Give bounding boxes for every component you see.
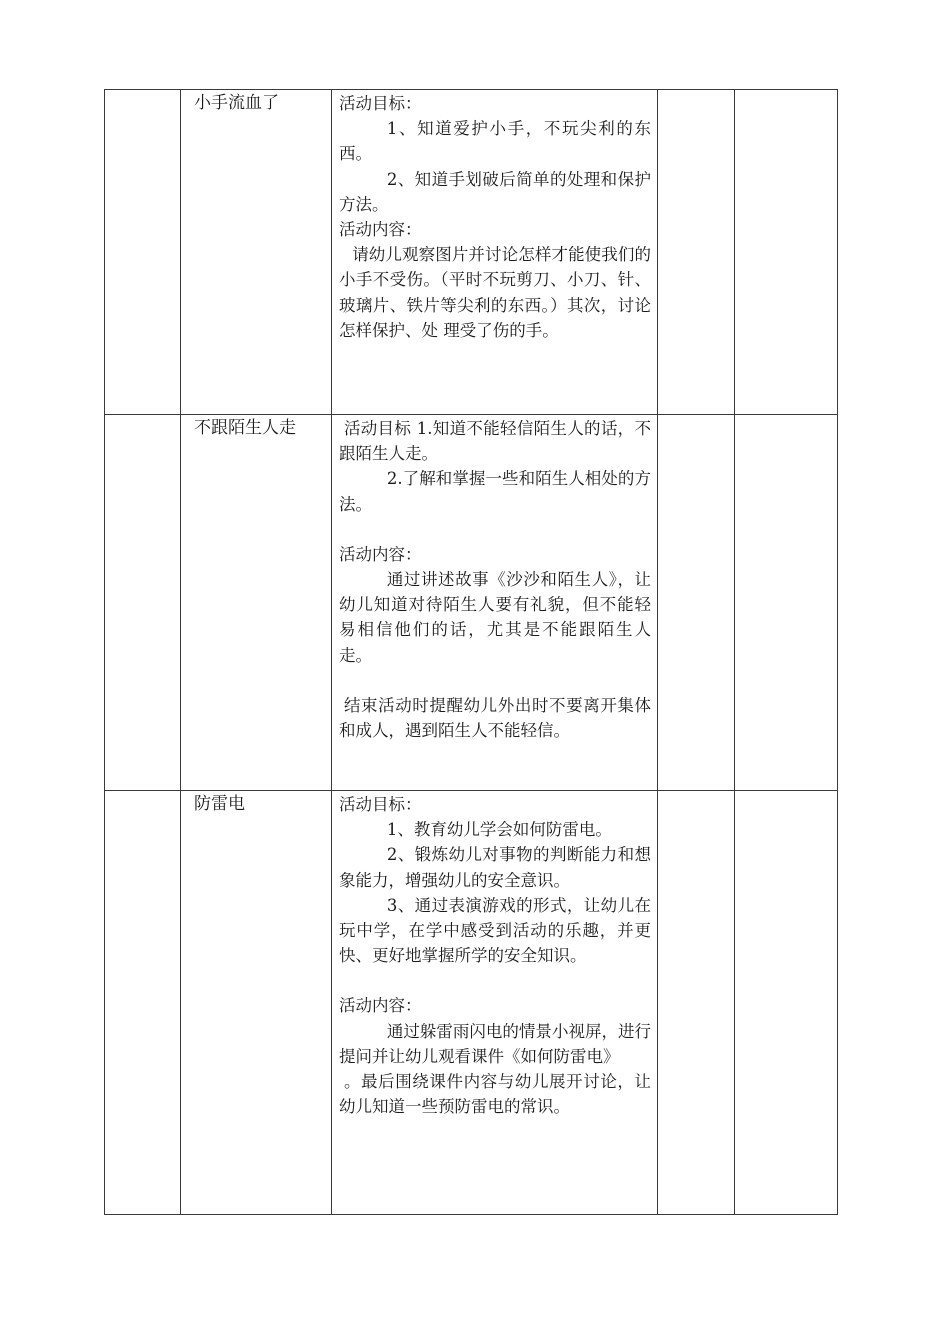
goal-item: 2、知道手划破后简单的处理和保护方法。 [339, 169, 651, 214]
content-paragraph: 请幼儿观察图片并讨论怎样才能使我们的小手不受伤。（平时不玩剪刀、小刀、针、玻璃片、铁片等尖利的东西。）其次，讨论怎样保护、处 理受了伤的手。 [339, 245, 651, 340]
goal-item: 2.了解和掌握一些和陌生人相处的方法。 [339, 469, 651, 514]
content-paragraph: 结束活动时提醒幼儿外出时不要离开集体和成人，遇到陌生人不能轻信。 [339, 695, 651, 741]
activity-topic: 不跟陌生人走 [194, 418, 296, 438]
content-heading: 活动内容： [339, 544, 422, 564]
goal-item: 1、教育幼儿学会如何防雷电。 [386, 820, 612, 840]
empty-cell [105, 415, 181, 791]
activity-content [332, 91, 657, 343]
empty-cell [735, 791, 838, 1215]
topic-cell [181, 415, 332, 791]
goal-heading: 活动目标： [339, 94, 422, 113]
content-paragraph: 。最后围绕课件内容与幼儿展开讨论，让幼儿知道一些预防雷电的常识。 [339, 1072, 651, 1117]
content-cell [332, 791, 658, 1215]
topic-cell [181, 791, 332, 1215]
content-paragraph: 通过躲雷雨闪电的情景小视屏，进行提问并让幼儿观看课件《如何防雷电》 [339, 1021, 651, 1066]
goal-item: 1、知道爱护小手，不玩尖利的东西。 [339, 119, 651, 164]
content-cell [332, 90, 658, 415]
content-paragraph: 通过讲述故事《沙沙和陌生人》，让幼儿知道对待陌生人要有礼貌，但不能轻易相信他们的话，尤其是不能跟陌生人走。 [339, 570, 651, 665]
goal-item: 2、锻炼幼儿对事物的判断能力和想象能力，增强幼儿的安全意识。 [339, 845, 651, 890]
table-row [105, 791, 838, 1215]
table-row [105, 415, 838, 791]
activity-topic: 小手流血了 [194, 93, 279, 113]
empty-cell [658, 415, 735, 791]
empty-cell [105, 791, 181, 1215]
empty-cell [735, 90, 838, 415]
topic-cell [181, 90, 332, 415]
goal-heading: 活动目标： [339, 795, 422, 814]
empty-cell [658, 90, 735, 415]
activity-topic: 防雷电 [194, 794, 245, 814]
empty-cell [105, 90, 181, 415]
empty-cell [658, 791, 735, 1215]
activity-content [332, 792, 657, 1119]
goal-heading: 活动目标 1.知道不能轻信陌生人的话，不跟陌生人走。 [339, 419, 651, 464]
activity-plan-table [104, 89, 838, 1215]
content-cell [332, 415, 658, 791]
goal-item: 3、通过表演游戏的形式，让幼儿在玩中学，在学中感受到活动的乐趣，并更快、更好地掌握所学的安全知识。 [339, 895, 651, 966]
empty-cell [735, 415, 838, 791]
activity-content [332, 416, 657, 743]
table-row [105, 90, 838, 415]
content-heading: 活动内容： [339, 220, 422, 240]
content-heading: 活动内容： [339, 996, 422, 1016]
